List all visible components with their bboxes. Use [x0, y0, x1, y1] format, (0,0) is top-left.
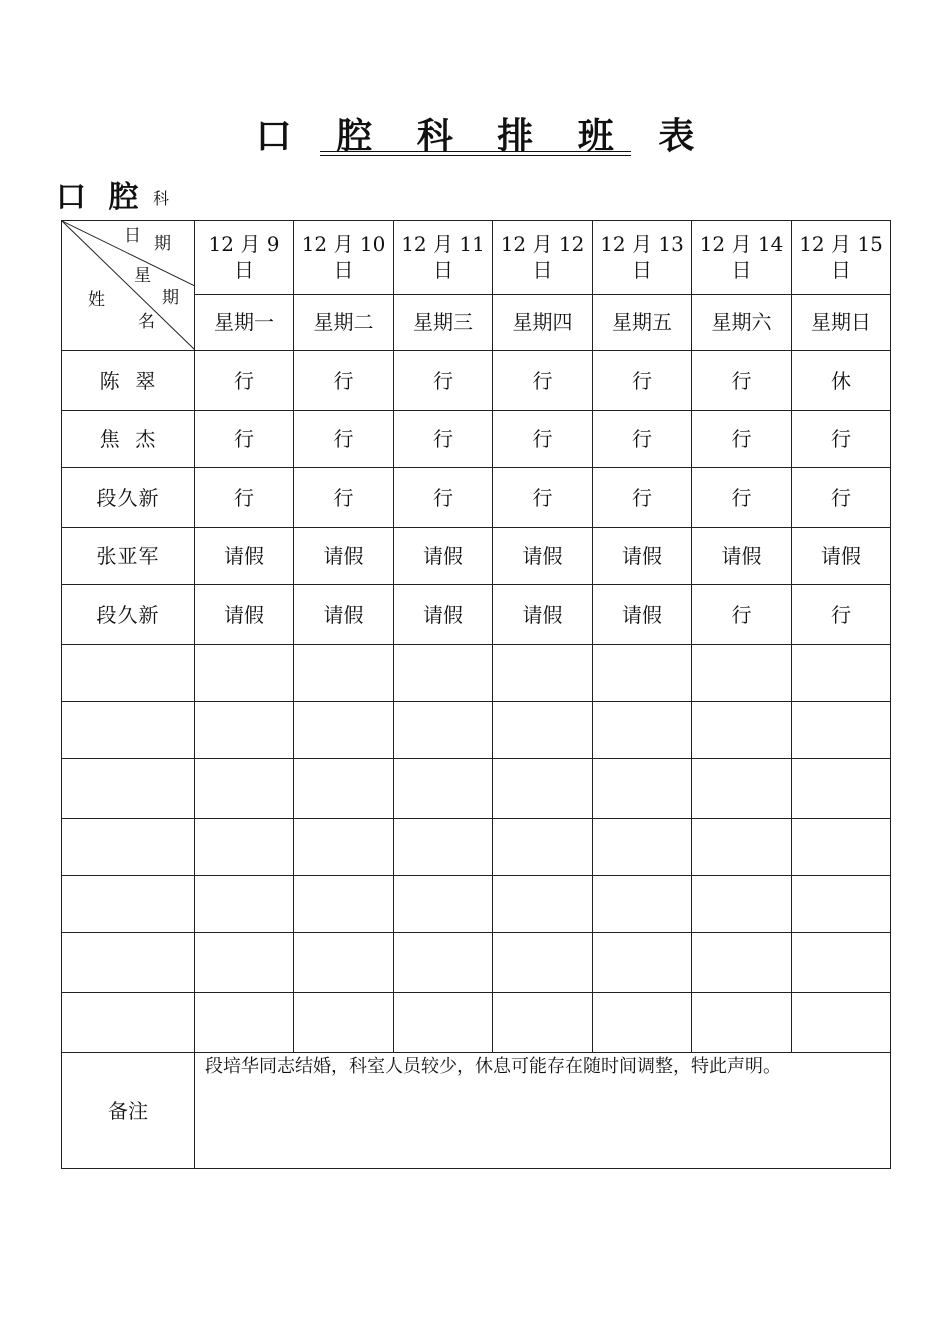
shift-cell: 请假	[792, 528, 891, 585]
weekday-header-cell: 星期二	[294, 294, 394, 350]
table-row	[62, 645, 891, 702]
shift-cell: 行	[493, 411, 593, 468]
date-header-month-day: 12 月 15	[799, 232, 883, 257]
shift-cell	[593, 645, 692, 702]
title-underline	[320, 151, 631, 152]
shift-cell	[792, 702, 891, 759]
corner-header-cell	[62, 221, 195, 351]
page-title: 口 腔 科 排 班 表	[255, 115, 711, 157]
weekday-header-cell: 星期一	[195, 294, 294, 350]
weekday-header-cell: 星期三	[394, 294, 493, 350]
staff-name-cell	[62, 759, 195, 819]
shift-cell	[394, 759, 493, 819]
shift-cell	[593, 933, 692, 993]
shift-cell	[294, 819, 394, 876]
shift-cell	[493, 759, 593, 819]
corner-name-char-2: 名	[138, 312, 155, 332]
department-suffix: 科	[153, 189, 170, 208]
weekday-header-cell: 星期六	[692, 294, 792, 350]
staff-name-cell	[62, 645, 195, 702]
table-row	[62, 933, 891, 993]
shift-cell	[692, 759, 792, 819]
shift-cell: 请假	[692, 528, 792, 585]
staff-name-cell	[62, 819, 195, 876]
shift-cell	[195, 702, 294, 759]
title-underline-second	[320, 155, 631, 156]
table-row	[62, 819, 891, 876]
date-header-month-day: 12 月 13	[600, 232, 684, 257]
date-header-month-day: 12 月 9	[208, 232, 280, 257]
staff-name-cell	[62, 702, 195, 759]
shift-cell: 行	[593, 468, 692, 528]
shift-cell	[792, 759, 891, 819]
shift-cell	[394, 645, 493, 702]
table-row	[62, 528, 891, 585]
date-header-cell	[195, 221, 294, 295]
shift-cell: 行	[195, 411, 294, 468]
shift-cell: 行	[394, 351, 493, 411]
shift-cell: 行	[593, 411, 692, 468]
table-row	[62, 585, 891, 645]
shift-cell: 行	[792, 411, 891, 468]
date-header-month-day: 12 月 14	[699, 232, 784, 257]
shift-cell: 行	[394, 411, 493, 468]
shift-cell	[493, 702, 593, 759]
shift-cell	[593, 759, 692, 819]
shift-cell: 休	[792, 351, 891, 411]
shift-cell: 请假	[394, 528, 493, 585]
date-header-day-char: 日	[333, 258, 354, 283]
shift-cell	[294, 645, 394, 702]
shift-cell	[195, 993, 294, 1053]
remarks-text: 段培华同志结婚，科室人员较少，休息可能存在随时间调整，特此声明。	[195, 1053, 891, 1169]
shift-cell: 请假	[593, 528, 692, 585]
shift-cell	[792, 993, 891, 1053]
date-header-cell	[593, 221, 692, 295]
shift-cell	[493, 876, 593, 933]
shift-cell: 行	[394, 468, 493, 528]
corner-weekday-char-2: 期	[162, 288, 179, 308]
shift-cell	[294, 933, 394, 993]
date-header-cell	[493, 221, 593, 295]
table-row	[62, 411, 891, 468]
shift-cell	[394, 819, 493, 876]
shift-cell: 行	[593, 351, 692, 411]
shift-cell: 请假	[294, 528, 394, 585]
table-row	[62, 993, 891, 1053]
shift-cell	[792, 933, 891, 993]
shift-cell	[692, 933, 792, 993]
shift-cell	[394, 702, 493, 759]
shift-cell: 请假	[493, 585, 593, 645]
shift-cell	[195, 933, 294, 993]
shift-cell: 行	[294, 468, 394, 528]
shift-cell	[593, 876, 692, 933]
table-row	[62, 351, 891, 411]
date-header-day-char: 日	[234, 258, 254, 283]
shift-cell	[493, 933, 593, 993]
shift-cell	[493, 819, 593, 876]
staff-name-cell	[62, 993, 195, 1053]
corner-date-char-2: 期	[154, 234, 171, 254]
shift-cell	[593, 702, 692, 759]
shift-cell: 请假	[294, 585, 394, 645]
staff-name-cell	[62, 876, 195, 933]
staff-name-cell: 段久新	[62, 585, 195, 645]
shift-cell: 行	[692, 411, 792, 468]
staff-name-cell: 张亚军	[62, 528, 195, 585]
shift-cell: 请假	[593, 585, 692, 645]
date-header-day-char: 日	[731, 258, 752, 283]
shift-cell: 请假	[493, 528, 593, 585]
staff-name-cell: 焦 杰	[62, 411, 195, 468]
shift-cell: 请假	[394, 585, 493, 645]
date-header-day-char: 日	[433, 258, 453, 283]
shift-cell	[692, 876, 792, 933]
shift-cell	[195, 645, 294, 702]
table-row	[62, 468, 891, 528]
shift-cell	[792, 876, 891, 933]
staff-name-cell: 段久新	[62, 468, 195, 528]
shift-cell	[294, 993, 394, 1053]
table-row	[62, 702, 891, 759]
weekday-header-cell: 星期日	[792, 294, 891, 350]
shift-cell	[593, 819, 692, 876]
header-date-row	[62, 221, 891, 295]
shift-cell: 请假	[195, 528, 294, 585]
shift-cell: 行	[294, 351, 394, 411]
shift-cell: 行	[493, 468, 593, 528]
shift-cell: 请假	[195, 585, 294, 645]
shift-cell: 行	[195, 351, 294, 411]
weekday-header-cell: 星期五	[593, 294, 692, 350]
corner-name-char-1: 姓	[88, 290, 105, 310]
schedule-table	[61, 220, 891, 1169]
date-header-cell	[792, 221, 891, 295]
shift-cell	[692, 702, 792, 759]
corner-weekday-char-1: 星	[134, 266, 151, 286]
staff-name-cell	[62, 933, 195, 993]
shift-cell	[294, 876, 394, 933]
date-header-day-char: 日	[532, 258, 553, 283]
shift-cell	[294, 702, 394, 759]
shift-cell	[195, 876, 294, 933]
shift-cell	[394, 876, 493, 933]
department-name: 口 腔	[56, 180, 145, 215]
date-header-cell	[692, 221, 792, 295]
shift-cell	[692, 819, 792, 876]
shift-cell	[294, 759, 394, 819]
shift-cell: 行	[692, 468, 792, 528]
shift-cell: 行	[294, 411, 394, 468]
shift-cell	[394, 993, 493, 1053]
shift-cell	[692, 993, 792, 1053]
date-header-cell	[394, 221, 493, 295]
remarks-row	[62, 1053, 891, 1169]
shift-cell: 行	[792, 468, 891, 528]
date-header-month-day: 12 月 12	[500, 232, 585, 257]
shift-cell: 行	[195, 468, 294, 528]
date-header-month-day: 12 月 11	[401, 232, 485, 257]
shift-cell: 行	[493, 351, 593, 411]
date-header-day-char: 日	[831, 258, 851, 283]
date-header-cell	[294, 221, 394, 295]
table-row	[62, 759, 891, 819]
shift-cell	[692, 645, 792, 702]
shift-cell: 行	[692, 351, 792, 411]
table-row	[62, 876, 891, 933]
shift-cell	[792, 819, 891, 876]
shift-cell	[593, 993, 692, 1053]
date-header-month-day: 12 月 10	[301, 232, 386, 257]
date-header-day-char: 日	[632, 258, 652, 283]
shift-cell: 行	[692, 585, 792, 645]
staff-name-cell: 陈 翠	[62, 351, 195, 411]
shift-cell	[493, 993, 593, 1053]
shift-cell: 行	[792, 585, 891, 645]
shift-cell	[493, 645, 593, 702]
shift-cell	[195, 759, 294, 819]
weekday-header-cell: 星期四	[493, 294, 593, 350]
shift-cell	[792, 645, 891, 702]
remarks-label: 备注	[62, 1053, 195, 1169]
shift-cell	[195, 819, 294, 876]
corner-date-char-1: 日	[124, 226, 141, 246]
shift-cell	[394, 933, 493, 993]
